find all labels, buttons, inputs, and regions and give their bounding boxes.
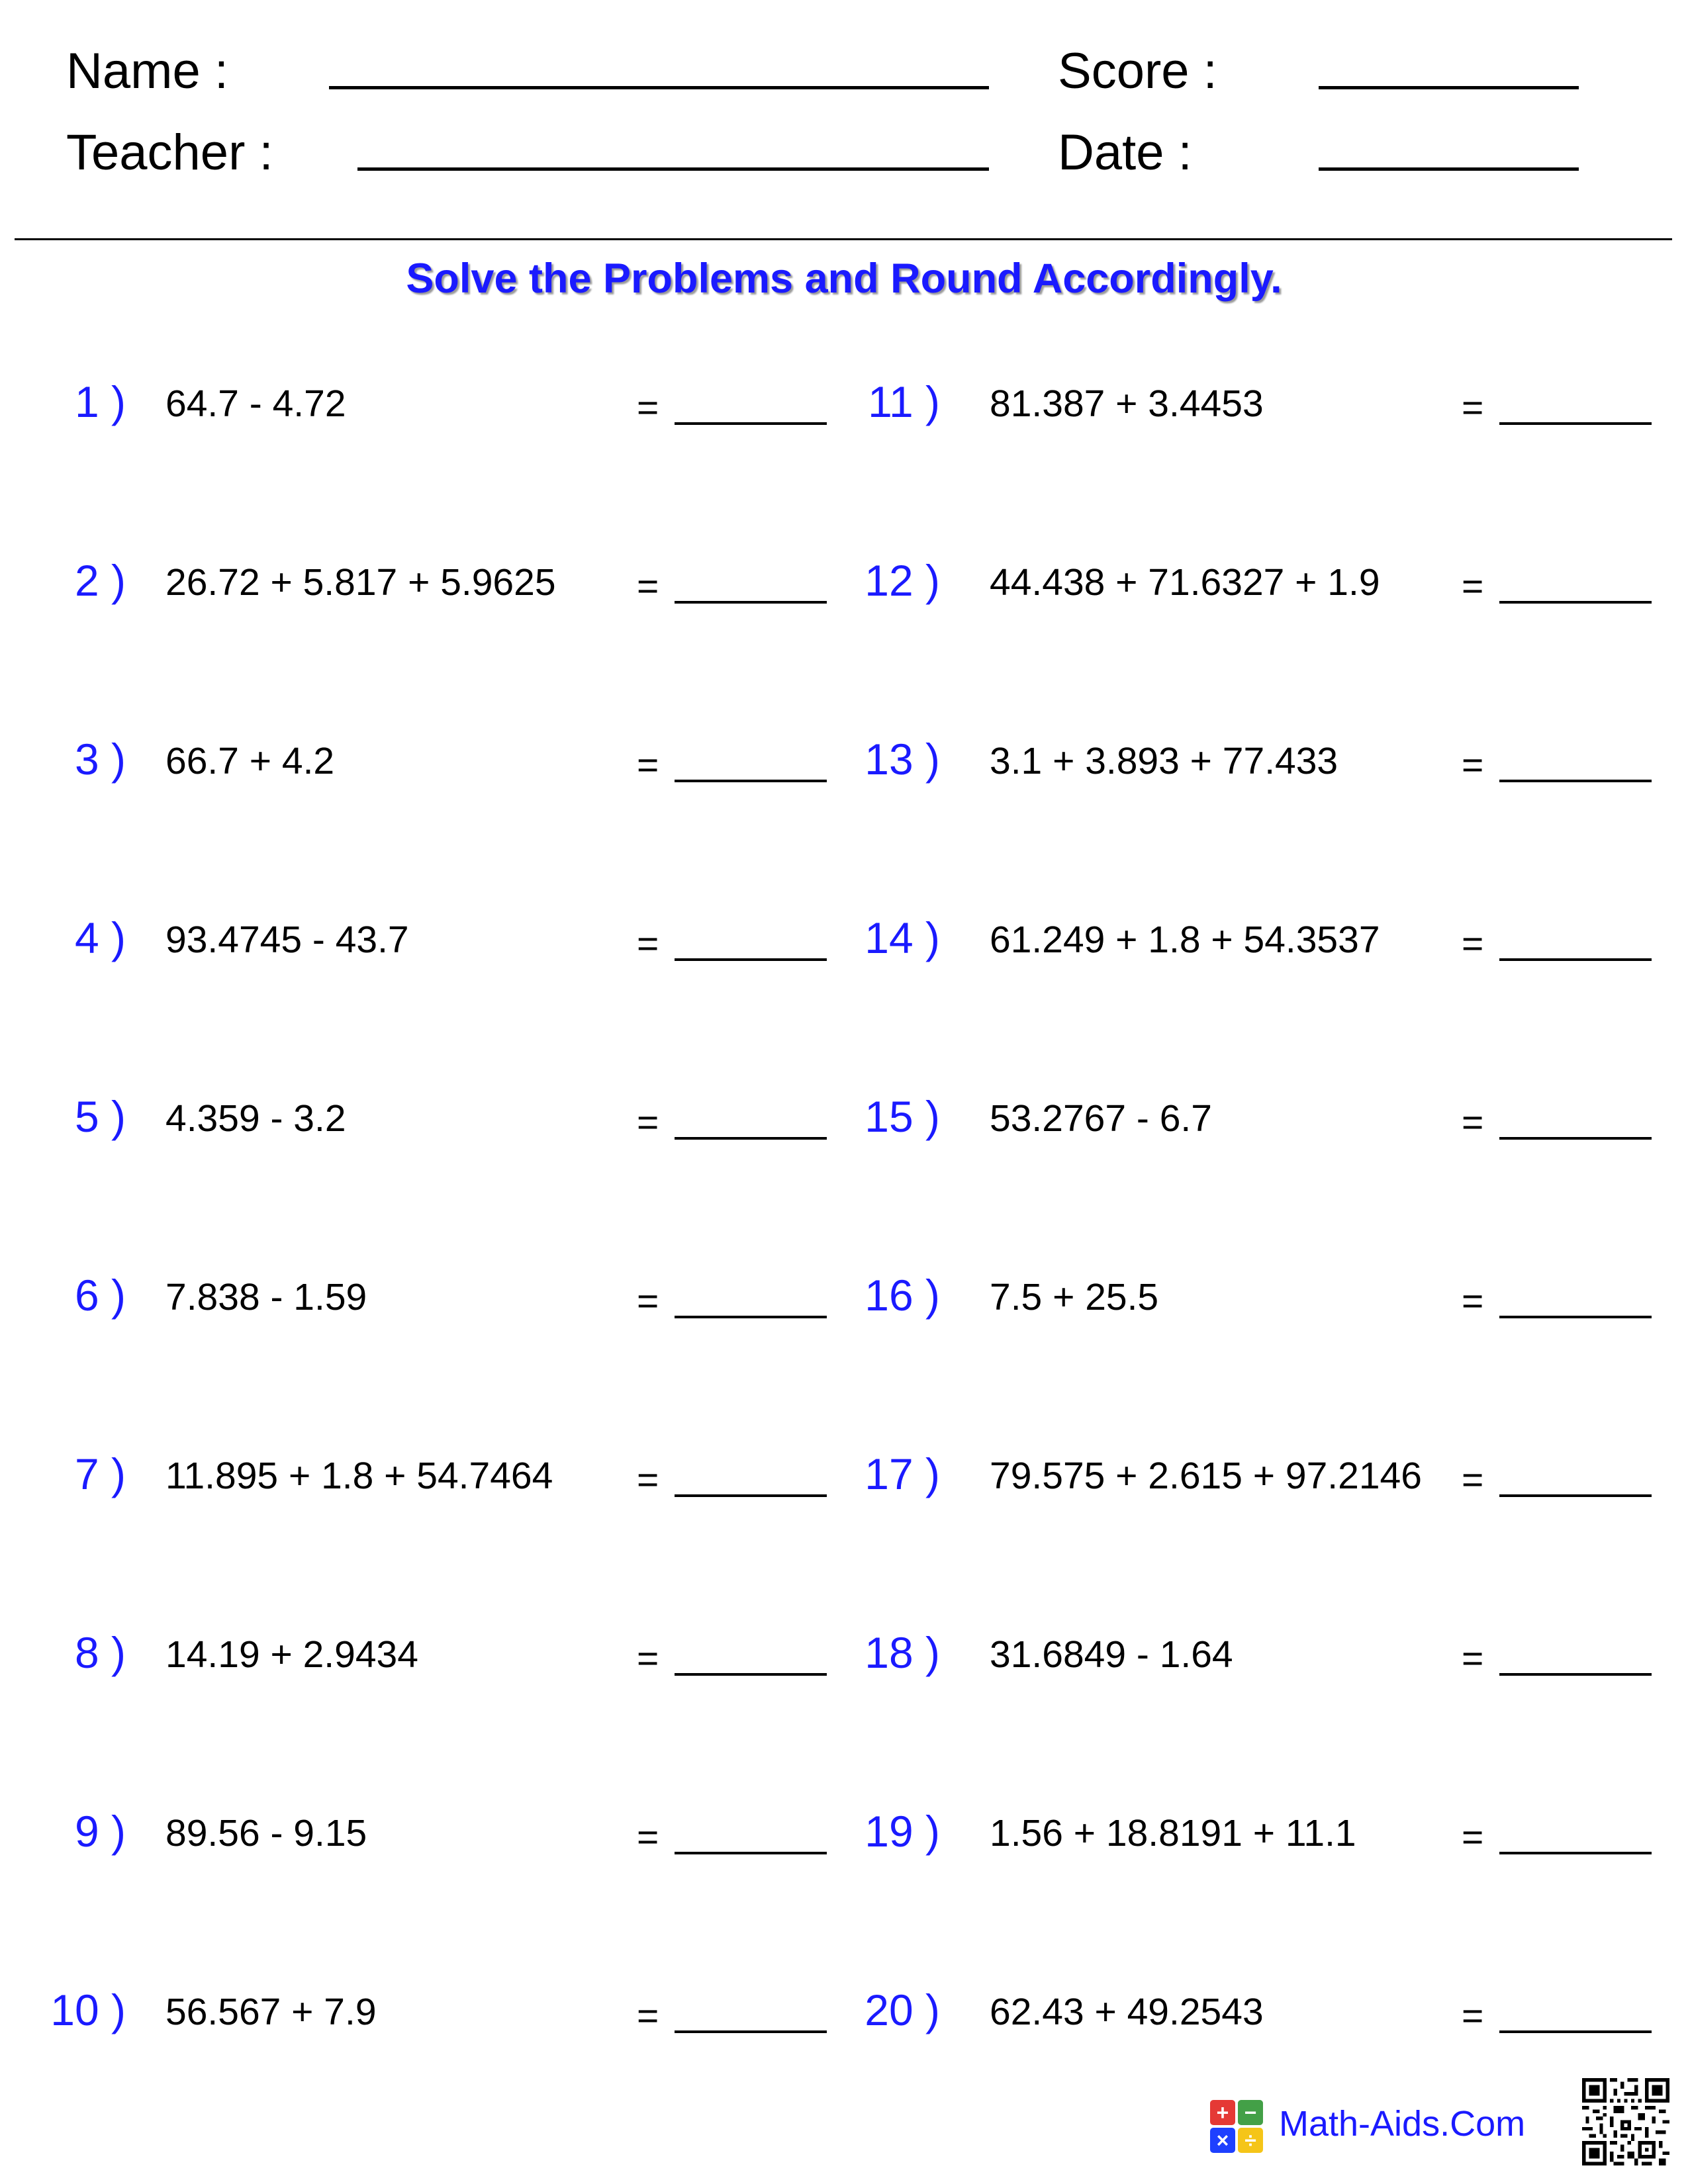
answer-blank[interactable] [675,422,827,425]
answer-blank[interactable] [1499,958,1652,961]
problem-expression: 53.2767 - 6.7 [990,1097,1212,1140]
equals-sign: = [637,1280,659,1322]
equals-sign: = [1462,1459,1484,1501]
problem-number: 10 ) [50,1985,126,2034]
problem-number: 13 ) [865,735,940,784]
answer-blank[interactable] [1499,1673,1652,1676]
score-label: Score : [1058,43,1217,99]
answer-blank[interactable] [1499,422,1652,425]
answer-blank[interactable] [1499,1852,1652,1854]
problem-expression: 31.6849 - 1.64 [990,1633,1233,1676]
footer-brand[interactable]: Math-Aids.Com [1279,2104,1526,2144]
date-field[interactable] [1319,167,1579,171]
equals-sign: = [637,387,659,429]
answer-blank[interactable] [1499,1137,1652,1140]
date-label: Date : [1058,124,1192,181]
problem-expression: 11.895 + 1.8 + 54.7464 [165,1455,553,1497]
problem-expression: 93.4745 - 43.7 [165,919,409,961]
equals-sign: = [637,1816,659,1858]
answer-blank[interactable] [675,1137,827,1140]
problem-number: 4 ) [74,913,126,962]
problem-expression: 79.575 + 2.615 + 97.2146 [990,1455,1422,1497]
problem-number: 18 ) [865,1628,940,1677]
problem-number: 2 ) [74,556,126,605]
header-divider [15,238,1672,240]
logo-times-glyph: × [1216,2128,1229,2152]
equals-sign: = [1462,1995,1484,2037]
problem-expression: 14.19 + 2.9434 [165,1633,418,1676]
problem-number: 11 ) [868,377,940,426]
answer-blank[interactable] [1499,601,1652,604]
logo-plus-glyph: + [1216,2101,1229,2124]
problem-number: 19 ) [865,1807,940,1856]
problem-number: 8 ) [74,1628,126,1677]
problem-expression: 64.7 - 4.72 [165,383,346,425]
equals-sign: = [1462,1101,1484,1144]
problem-number: 12 ) [865,556,940,605]
problem-expression: 4.359 - 3.2 [165,1097,346,1140]
equals-sign: = [1462,565,1484,608]
problem-number: 3 ) [74,735,126,784]
equals-sign: = [1462,1280,1484,1322]
equals-sign: = [1462,923,1484,965]
problem-expression: 89.56 - 9.15 [165,1812,367,1854]
problem-expression: 3.1 + 3.893 + 77.433 [990,740,1338,782]
problem-number: 17 ) [865,1449,940,1498]
equals-sign: = [1462,1816,1484,1858]
score-field[interactable] [1319,86,1579,89]
math-aids-logo-icon [1209,2099,1264,2154]
problem-expression: 81.387 + 3.4453 [990,383,1264,425]
problem-number: 1 ) [74,377,126,426]
logo-divide-glyph: ÷ [1244,2128,1256,2152]
problem-expression: 66.7 + 4.2 [165,740,335,782]
answer-blank[interactable] [675,1494,827,1497]
equals-sign: = [637,744,659,786]
problem-number: 7 ) [74,1449,126,1498]
problem-number: 16 ) [865,1271,940,1320]
answer-blank[interactable] [1499,780,1652,782]
answer-blank[interactable] [1499,2030,1652,2033]
equals-sign: = [1462,1637,1484,1680]
problem-number: 9 ) [74,1807,126,1856]
equals-sign: = [637,1101,659,1144]
problem-expression: 7.838 - 1.59 [165,1276,367,1318]
answer-blank[interactable] [675,2030,827,2033]
answer-blank[interactable] [675,780,827,782]
equals-sign: = [637,1637,659,1680]
instructions-heading: Solve the Problems and Round Accordingly. [406,255,1282,302]
answer-blank[interactable] [1499,1494,1652,1497]
teacher-label: Teacher : [66,124,273,181]
answer-blank[interactable] [675,1852,827,1854]
equals-sign: = [637,565,659,608]
name-label: Name : [66,43,228,99]
problem-expression: 61.249 + 1.8 + 54.3537 [990,919,1380,961]
problem-expression: 7.5 + 25.5 [990,1276,1159,1318]
equals-sign: = [1462,387,1484,429]
logo-minus-glyph: − [1244,2101,1257,2124]
problem-number: 5 ) [74,1092,126,1141]
equals-sign: = [637,1459,659,1501]
problem-number: 6 ) [74,1271,126,1320]
answer-blank[interactable] [675,958,827,961]
teacher-field[interactable] [357,167,989,171]
problem-number: 15 ) [865,1092,940,1141]
problem-expression: 1.56 + 18.8191 + 11.1 [990,1812,1356,1854]
problem-expression: 62.43 + 49.2543 [990,1991,1264,2033]
qr-code-icon [1582,2078,1669,2165]
name-field[interactable] [329,86,989,89]
problem-expression: 44.438 + 71.6327 + 1.9 [990,561,1380,604]
answer-blank[interactable] [675,1316,827,1318]
problem-expression: 56.567 + 7.9 [165,1991,377,2033]
equals-sign: = [637,1995,659,2037]
answer-blank[interactable] [1499,1316,1652,1318]
problem-expression: 26.72 + 5.817 + 5.9625 [165,561,556,604]
answer-blank[interactable] [675,601,827,604]
answer-blank[interactable] [675,1673,827,1676]
equals-sign: = [1462,744,1484,786]
problem-number: 14 ) [865,913,940,962]
problem-number: 20 ) [865,1985,940,2034]
equals-sign: = [637,923,659,965]
